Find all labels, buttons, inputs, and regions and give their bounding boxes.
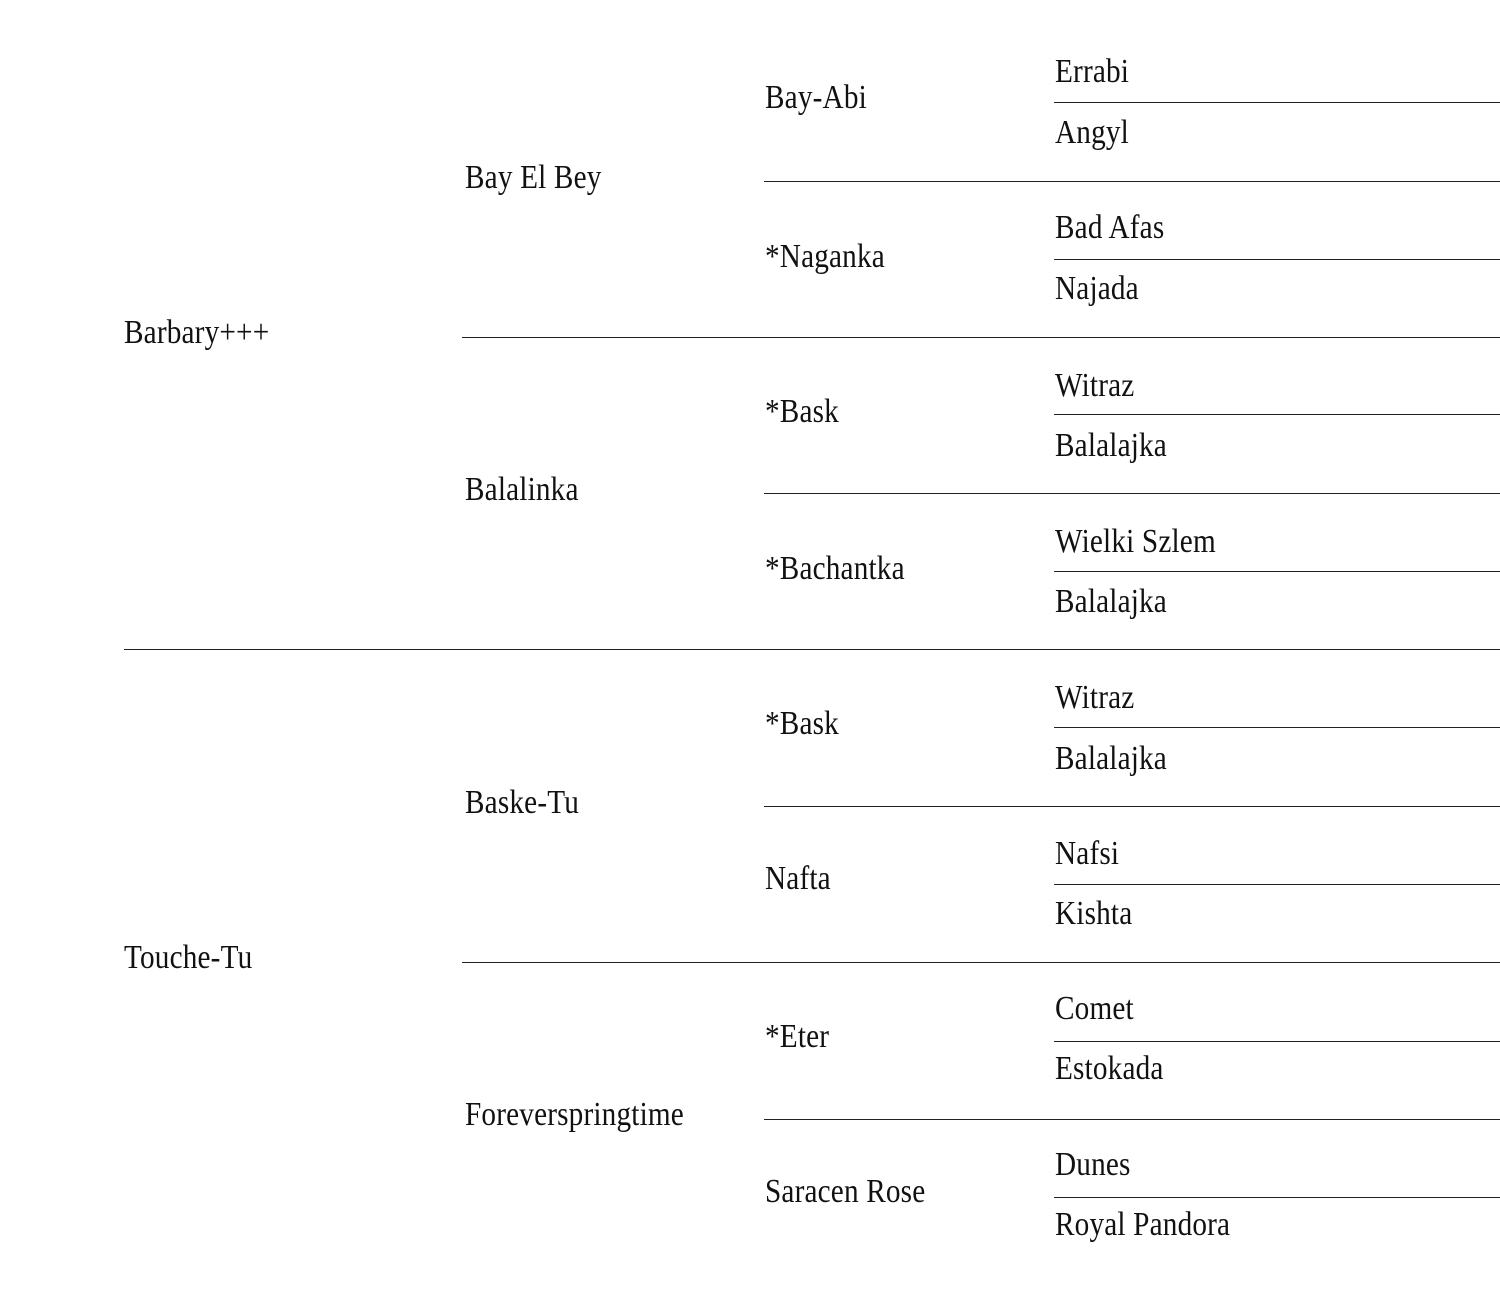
sdsd-name: Balalajka xyxy=(1055,427,1167,464)
ddd-name: Saracen Rose xyxy=(765,1173,926,1210)
divider-gen1 xyxy=(124,649,1500,650)
divider-gen2-sire xyxy=(462,337,1500,338)
divider-gen4-7 xyxy=(1054,1041,1500,1042)
ddds-name: Dunes xyxy=(1055,1146,1131,1183)
dss-name: *Bask xyxy=(765,705,839,742)
dsss-name: Witraz xyxy=(1055,679,1135,716)
dsdd-name: Kishta xyxy=(1055,895,1133,932)
dam-name: Touche-Tu xyxy=(124,939,253,976)
sss-name: Bay-Abi xyxy=(765,79,867,116)
dds-name: *Eter xyxy=(765,1018,830,1055)
sdss-name: Witraz xyxy=(1055,367,1135,404)
divider-gen4-1 xyxy=(1054,102,1500,103)
ssdd-name: Najada xyxy=(1055,270,1139,307)
dsds-name: Nafsi xyxy=(1055,835,1120,872)
divider-gen4-2 xyxy=(1054,259,1500,260)
sire-dam-name: Balalinka xyxy=(465,471,579,508)
sssd-name: Angyl xyxy=(1055,114,1129,151)
sds-name: *Bask xyxy=(765,393,839,430)
dam-dam-name: Foreverspringtime xyxy=(465,1096,684,1133)
divider-gen4-5 xyxy=(1054,727,1500,728)
divider-gen4-8 xyxy=(1054,1197,1500,1198)
dssd-name: Balalajka xyxy=(1055,740,1167,777)
ddss-name: Comet xyxy=(1055,990,1134,1027)
divider-gen3-3 xyxy=(764,806,1500,807)
dam-sire-name: Baske-Tu xyxy=(465,784,580,821)
sdd-name: *Bachantka xyxy=(765,550,905,587)
divider-gen3-2 xyxy=(764,493,1500,494)
ddsd-name: Estokada xyxy=(1055,1050,1164,1087)
sddd-name: Balalajka xyxy=(1055,583,1167,620)
ssss-name: Errabi xyxy=(1055,53,1130,90)
divider-gen3-4 xyxy=(764,1119,1500,1120)
ssds-name: Bad Afas xyxy=(1055,209,1165,246)
divider-gen4-3 xyxy=(1054,414,1500,415)
dddd-name: Royal Pandora xyxy=(1055,1206,1231,1243)
dsd-name: Nafta xyxy=(765,860,831,897)
divider-gen3-1 xyxy=(764,181,1500,182)
ssd-name: *Naganka xyxy=(765,238,885,275)
divider-gen4-4 xyxy=(1054,571,1500,572)
sire-sire-name: Bay El Bey xyxy=(465,159,602,196)
sdds-name: Wielki Szlem xyxy=(1055,523,1216,560)
divider-gen2-dam xyxy=(462,962,1500,963)
sire-name: Barbary+++ xyxy=(124,314,270,351)
divider-gen4-6 xyxy=(1054,884,1500,885)
